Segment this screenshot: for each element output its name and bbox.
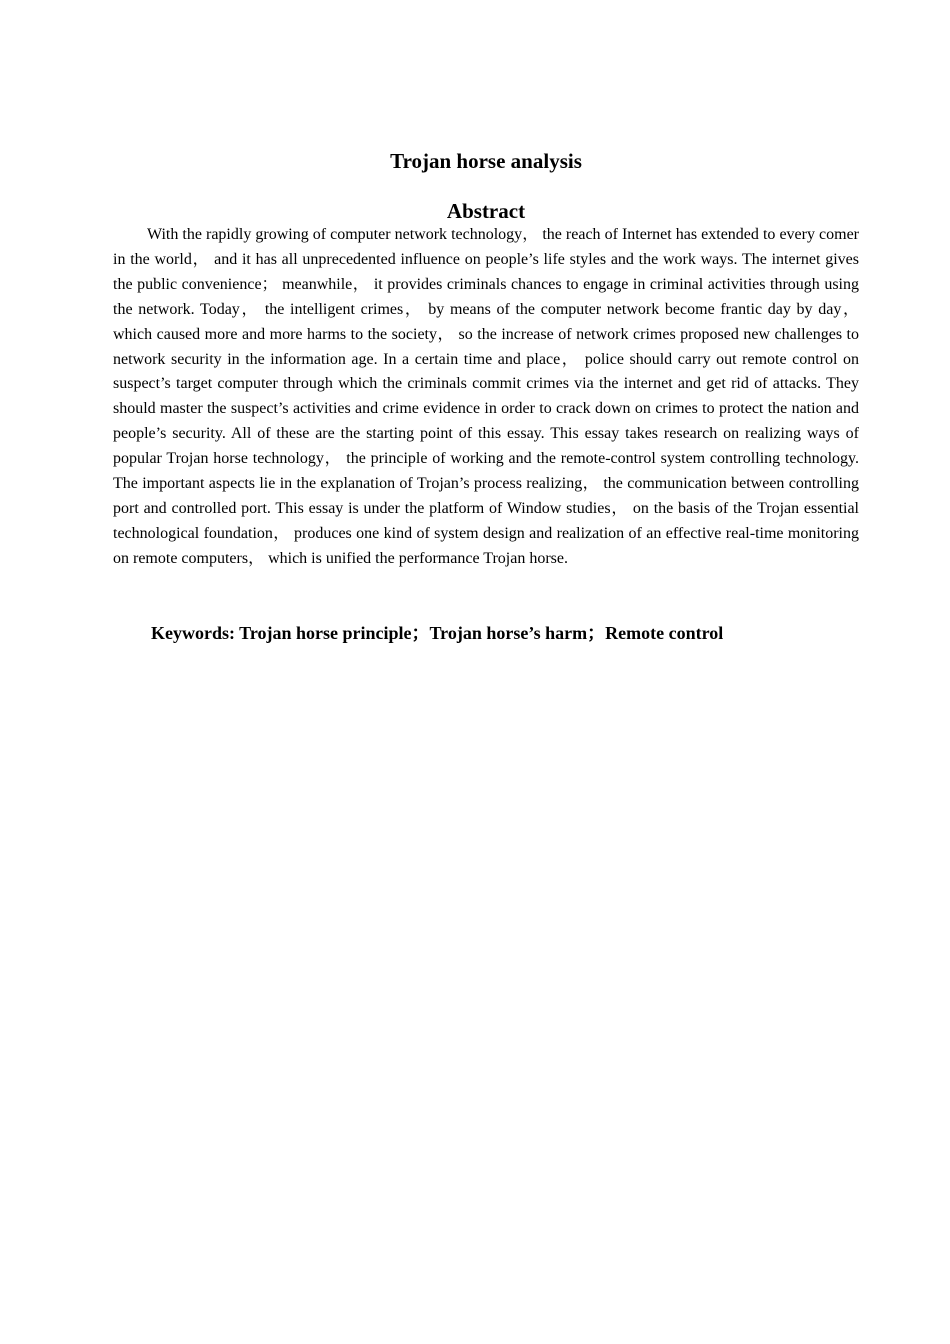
document-title: Trojan horse analysis [390,149,582,173]
abstract-heading: Abstract [446,199,526,223]
keywords-line: Keywords: Trojan horse principle；Trojan horse’s harm；Remote control [151,623,724,643]
abstract-paragraph: With the rapidly growing of computer network technology， the reach of Internet has extended to every comer in the world， and it has all unprecedented influence on people’s life styles and the work ways. The internet gives the public convenience； meanwhile， it provides criminals chances to engage in criminal activities through using the network. Today， the intelligent crimes， by means of the computer network become frantic day by day， which caused more and more harms to the society， so the increase of network crimes proposed new challenges to network security in the information age. In a certain time and place， police should carry out remote control on suspect’s target computer through which the criminals commit crimes via the internet and get rid of attacks. They should master the suspect’s activities and crime evidence in order to crack down on crimes to protect the nation and people’s security. All of these are the starting point of this essay. This essay takes research on realizing ways of popular Trojan horse technology， the principle of working and the remote-control system controlling technology. The important aspects lie in the explanation of Trojan’s process realizing， the communication between controlling port and controlled port. This essay is under the platform of Window studies， on the basis of the Trojan essential technological foundation， produces one kind of system design and realization of an effective real-time monitoring on remote computers， which is unified the performance Trojan horse. [113,226,860,567]
